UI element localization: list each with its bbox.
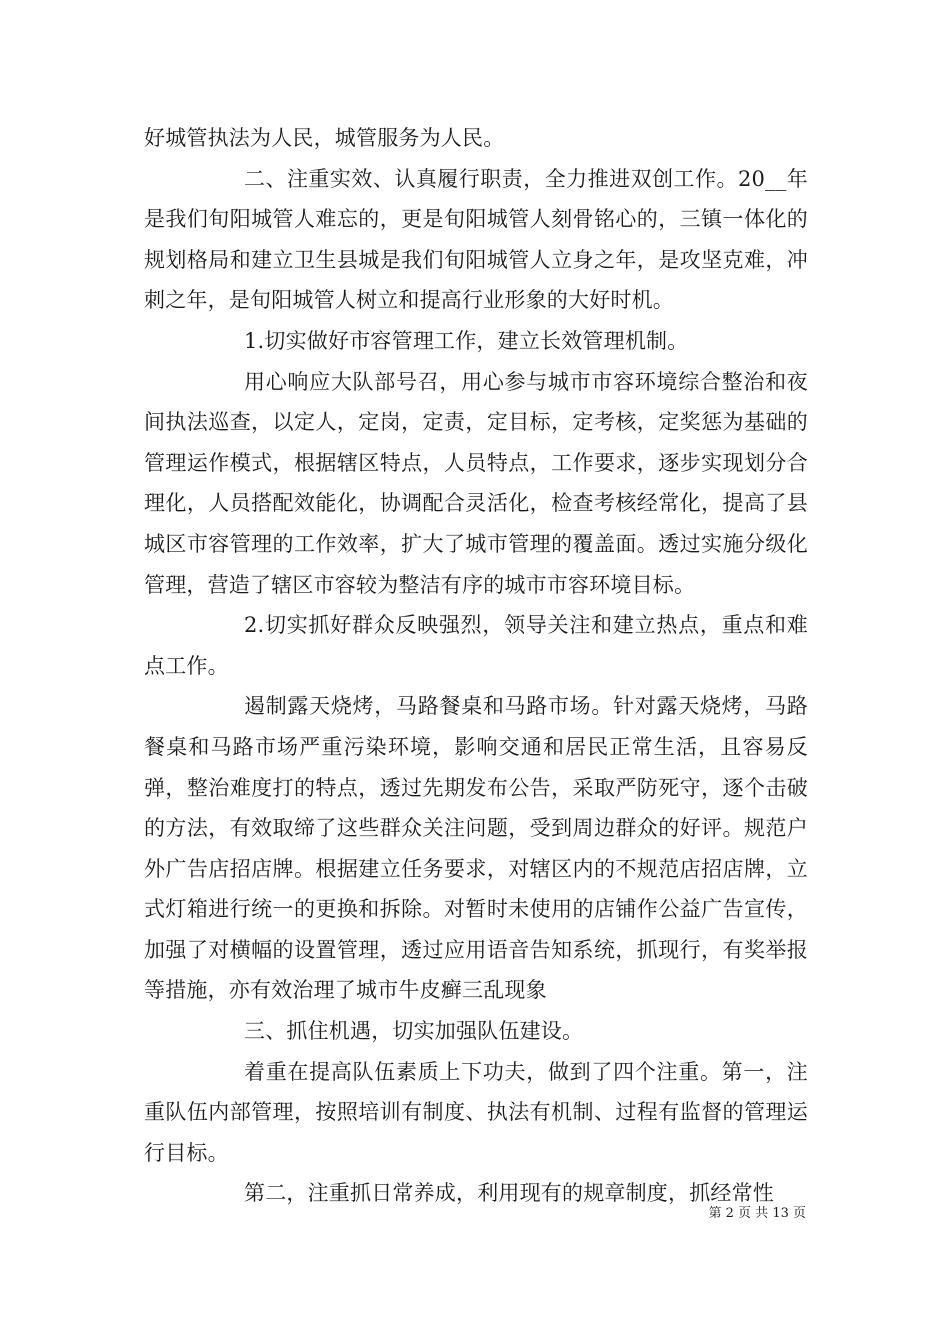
- paragraph-6: 遏制露天烧烤，马路餐桌和马路市场。针对露天烧烤，马路餐桌和马路市场严重污染环境，影响交通和居民正常生活，且容易反弹，整治难度打的特点，透过先期发布公告，采取严防死守，逐个击破的方法，有效取缔了这些群众关注问题，受到周边群众的好评。规范户外广告店招店牌。根据建立任务要求，对辖区内的不规范店招店牌，立式灯箱进行统一的更换和拆除。对暂时未使用的店铺作公益广告宣传，加强了对横幅的设置管理，透过应用语音告知系统，抓现行，有奖举报等措施，亦有效治理了城市牛皮癣三乱现象: [144, 694, 808, 1003]
- paragraph-4: 用心响应大队部号召，用心参与城市市容环境综合整治和夜间执法巡查，以定人，定岗，定责，定目标，定考核，定奖惩为基础的管理运作模式，根据辖区特点，人员特点，工作要求，逐步实现划分合理化，人员搭配效能化，协调配合灵活化，检查考核经常化，提高了县城区市容管理的工作效率，扩大了城市管理的覆盖面。透过实施分级化管理，营造了辖区市容较为整洁有序的城市市容环境目标。: [144, 369, 808, 597]
- paragraph-8: 着重在提高队伍素质上下功夫，做到了四个注重。第一，注重队伍内部管理，按照培训有制度、执法有机制、过程有监督的管理运行目标。: [144, 1059, 808, 1165]
- body-text: [144, 118, 808, 1214]
- paragraph-2: 二、注重实效、认真履行职责，全力推进双创工作。20__年是我们旬阳城管人难忘的，更是旬阳城管人刻骨铭心的，三镇一体化的规划格局和建立卫生县城是我们旬阳城管人立身之年，是攻坚克难，冲刺之年，是旬阳城管人树立和提高行业形象的大好时机。: [144, 166, 808, 313]
- paragraph-7: 三、抓住机遇，切实加强队伍建设。: [244, 1019, 584, 1044]
- paragraph-3: 1.切实做好市容管理工作，建立长效管理机制。: [244, 328, 689, 353]
- paragraph-5: 2.切实抓好群众反映强烈，领导关注和建立热点，重点和难点工作。: [144, 613, 808, 678]
- paragraph-9: 第二，注重抓日常养成，利用现有的规章制度，抓经常性: [244, 1181, 774, 1206]
- paragraph-1: 好城管执法为人民，城管服务为人民。: [144, 126, 505, 150]
- page-number: 第 2 页 共 13 页: [708, 1206, 806, 1221]
